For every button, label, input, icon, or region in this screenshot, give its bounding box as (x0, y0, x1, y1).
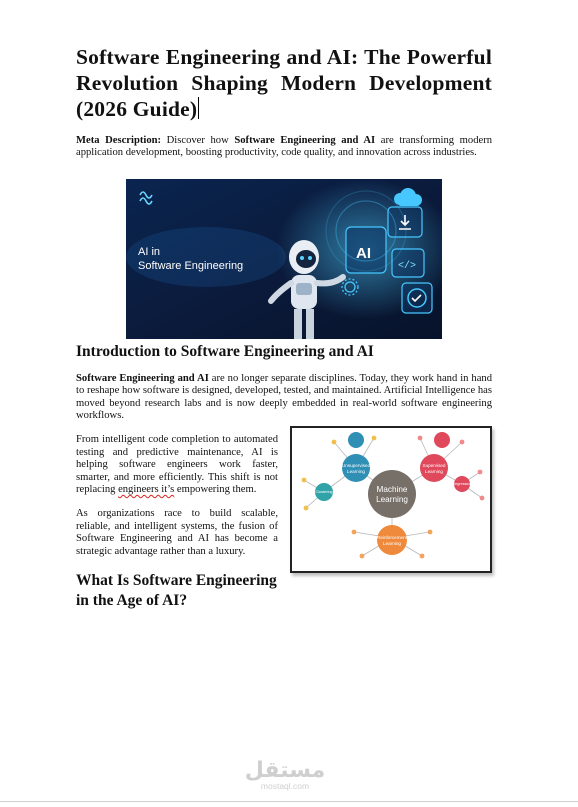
intro-p2-b: empowering them. (174, 484, 257, 496)
meta-description (76, 135, 492, 160)
ml-node-unsupervised (342, 454, 370, 482)
meta-bold: Software Engineering and AI (234, 135, 376, 146)
meta-label: Meta Description: (76, 135, 162, 146)
ml-node-supervised (420, 454, 448, 482)
document-title (76, 44, 492, 122)
ml-diagram-svg (292, 428, 490, 571)
ml-label-reinforcement-2: Learning (383, 541, 401, 547)
ml-center-node (368, 470, 416, 518)
meta-pre: Discover how (161, 135, 235, 146)
ml-label-supervised-2: Learning (425, 469, 443, 475)
intro-p1-rest: are no longer separate disciplines. Today, they work hand in hand to reshape how software is designed, developed, tested, and maintained. Artificial Intelligence has moved beyond research labs and is now deeply embedded in real-world software engineering workflows. (76, 372, 492, 422)
page-bottom-divider (0, 801, 578, 802)
machine-learning-diagram (290, 426, 492, 573)
ml-label-reinforcement-1: Reinforcement (377, 535, 407, 541)
hero-line2: Software Engineering (138, 259, 244, 272)
meta-post: are transforming modern application development, boosting productivity, code quality, and innovation across industries. (76, 135, 493, 159)
ml-label-clustering: Clustering (315, 490, 333, 495)
hero-image (126, 179, 442, 339)
section-heading-introduction: Introduction to Software Engineering and AI (76, 342, 374, 360)
document-body (76, 44, 492, 611)
intro-paragraph-3: As organizations race to build scalable, reliable, and intelligent systems, the fusion of Software Engineering and AI has become a strategic advantage rather than a luxury. (76, 508, 278, 557)
intro-paragraph-1 (76, 373, 492, 423)
ml-center-label-2: Learning (376, 495, 408, 505)
spellcheck-flag[interactable]: engineers it’s (118, 484, 175, 496)
ml-label-regression: Regression (452, 482, 472, 487)
hero-line1: AI in (138, 245, 161, 258)
hero-ai-badge: AI (356, 244, 371, 262)
watermark-latin: mostaql.com (260, 781, 310, 791)
title-text: Software Engineering and AI: The Powerful Revolution Shaping Modern Development (2026 Guide) (76, 45, 492, 121)
watermark-arabic: مستقل (244, 758, 326, 783)
section-heading-what-is: What Is Software Engineering in the Age of AI? (76, 572, 277, 610)
text-cursor (198, 97, 199, 119)
ml-center-label-1: Machine (376, 485, 408, 495)
ml-node-classification (434, 432, 450, 448)
watermark-logo (230, 753, 340, 793)
intro-p2-a: From intelligent code completion to automated testing and predictive maintenance, AI is helping software engineers work faster, smarter, and more efficiently. This shift is not replacing (76, 434, 278, 496)
code-glyph-icon: </> (398, 260, 417, 272)
ml-node-reinforcement (377, 525, 407, 555)
ml-label-supervised-1: Supervised (422, 463, 446, 469)
ml-label-unsupervised-1: Unsupervised (341, 463, 371, 469)
ml-label-unsupervised-2: Learning (347, 469, 365, 475)
intro-p1-bold: Software Engineering and AI (76, 372, 209, 384)
ml-node-dimensionality (348, 432, 364, 448)
